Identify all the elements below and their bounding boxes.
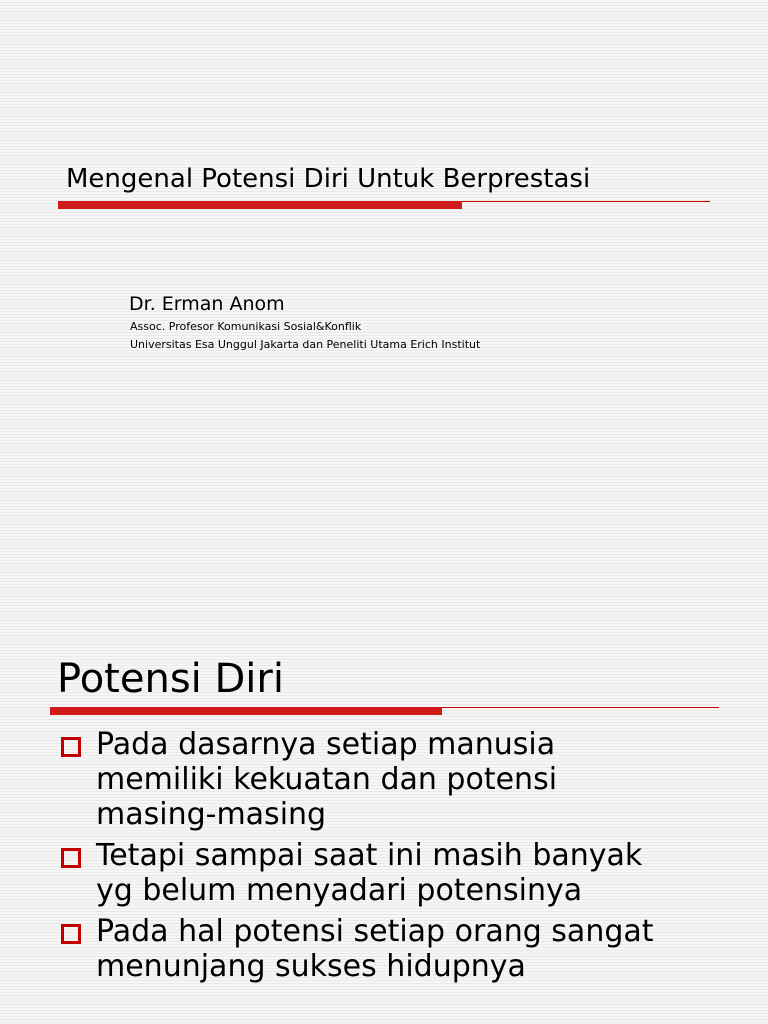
title-divider-thick (58, 201, 462, 209)
bullet-list (58, 727, 758, 990)
bullet-item (58, 838, 758, 908)
hollow-square-bullet-icon (61, 924, 81, 944)
hollow-square-bullet-icon (61, 737, 81, 757)
slide-potensi-diri (0, 620, 768, 1024)
bullet-text: Pada hal potensi setiap orang sangat menunjang sukses hidupnya (96, 914, 654, 984)
bullet-item (58, 914, 758, 984)
bullet-text: Tetapi sampai saat ini masih banyak yg belum menyadari potensinya (96, 838, 643, 908)
presentation-title: Mengenal Potensi Diri Untuk Berprestasi (66, 164, 591, 194)
slide-heading: Potensi Diri (57, 656, 284, 702)
author-affiliation-institution: Universitas Esa Unggul Jakarta dan Peneliti Utama Erich Institut (130, 338, 481, 351)
author-affiliation-title: Assoc. Profesor Komunikasi Sosial&Konflik (130, 320, 362, 333)
bullet-item (58, 727, 758, 832)
heading-divider-thick (50, 707, 442, 715)
hollow-square-bullet-icon (61, 848, 81, 868)
bullet-text: Pada dasarnya setiap manusia memiliki kekuatan dan potensi masing-masing (96, 727, 558, 832)
author-name: Dr. Erman Anom (129, 293, 285, 315)
